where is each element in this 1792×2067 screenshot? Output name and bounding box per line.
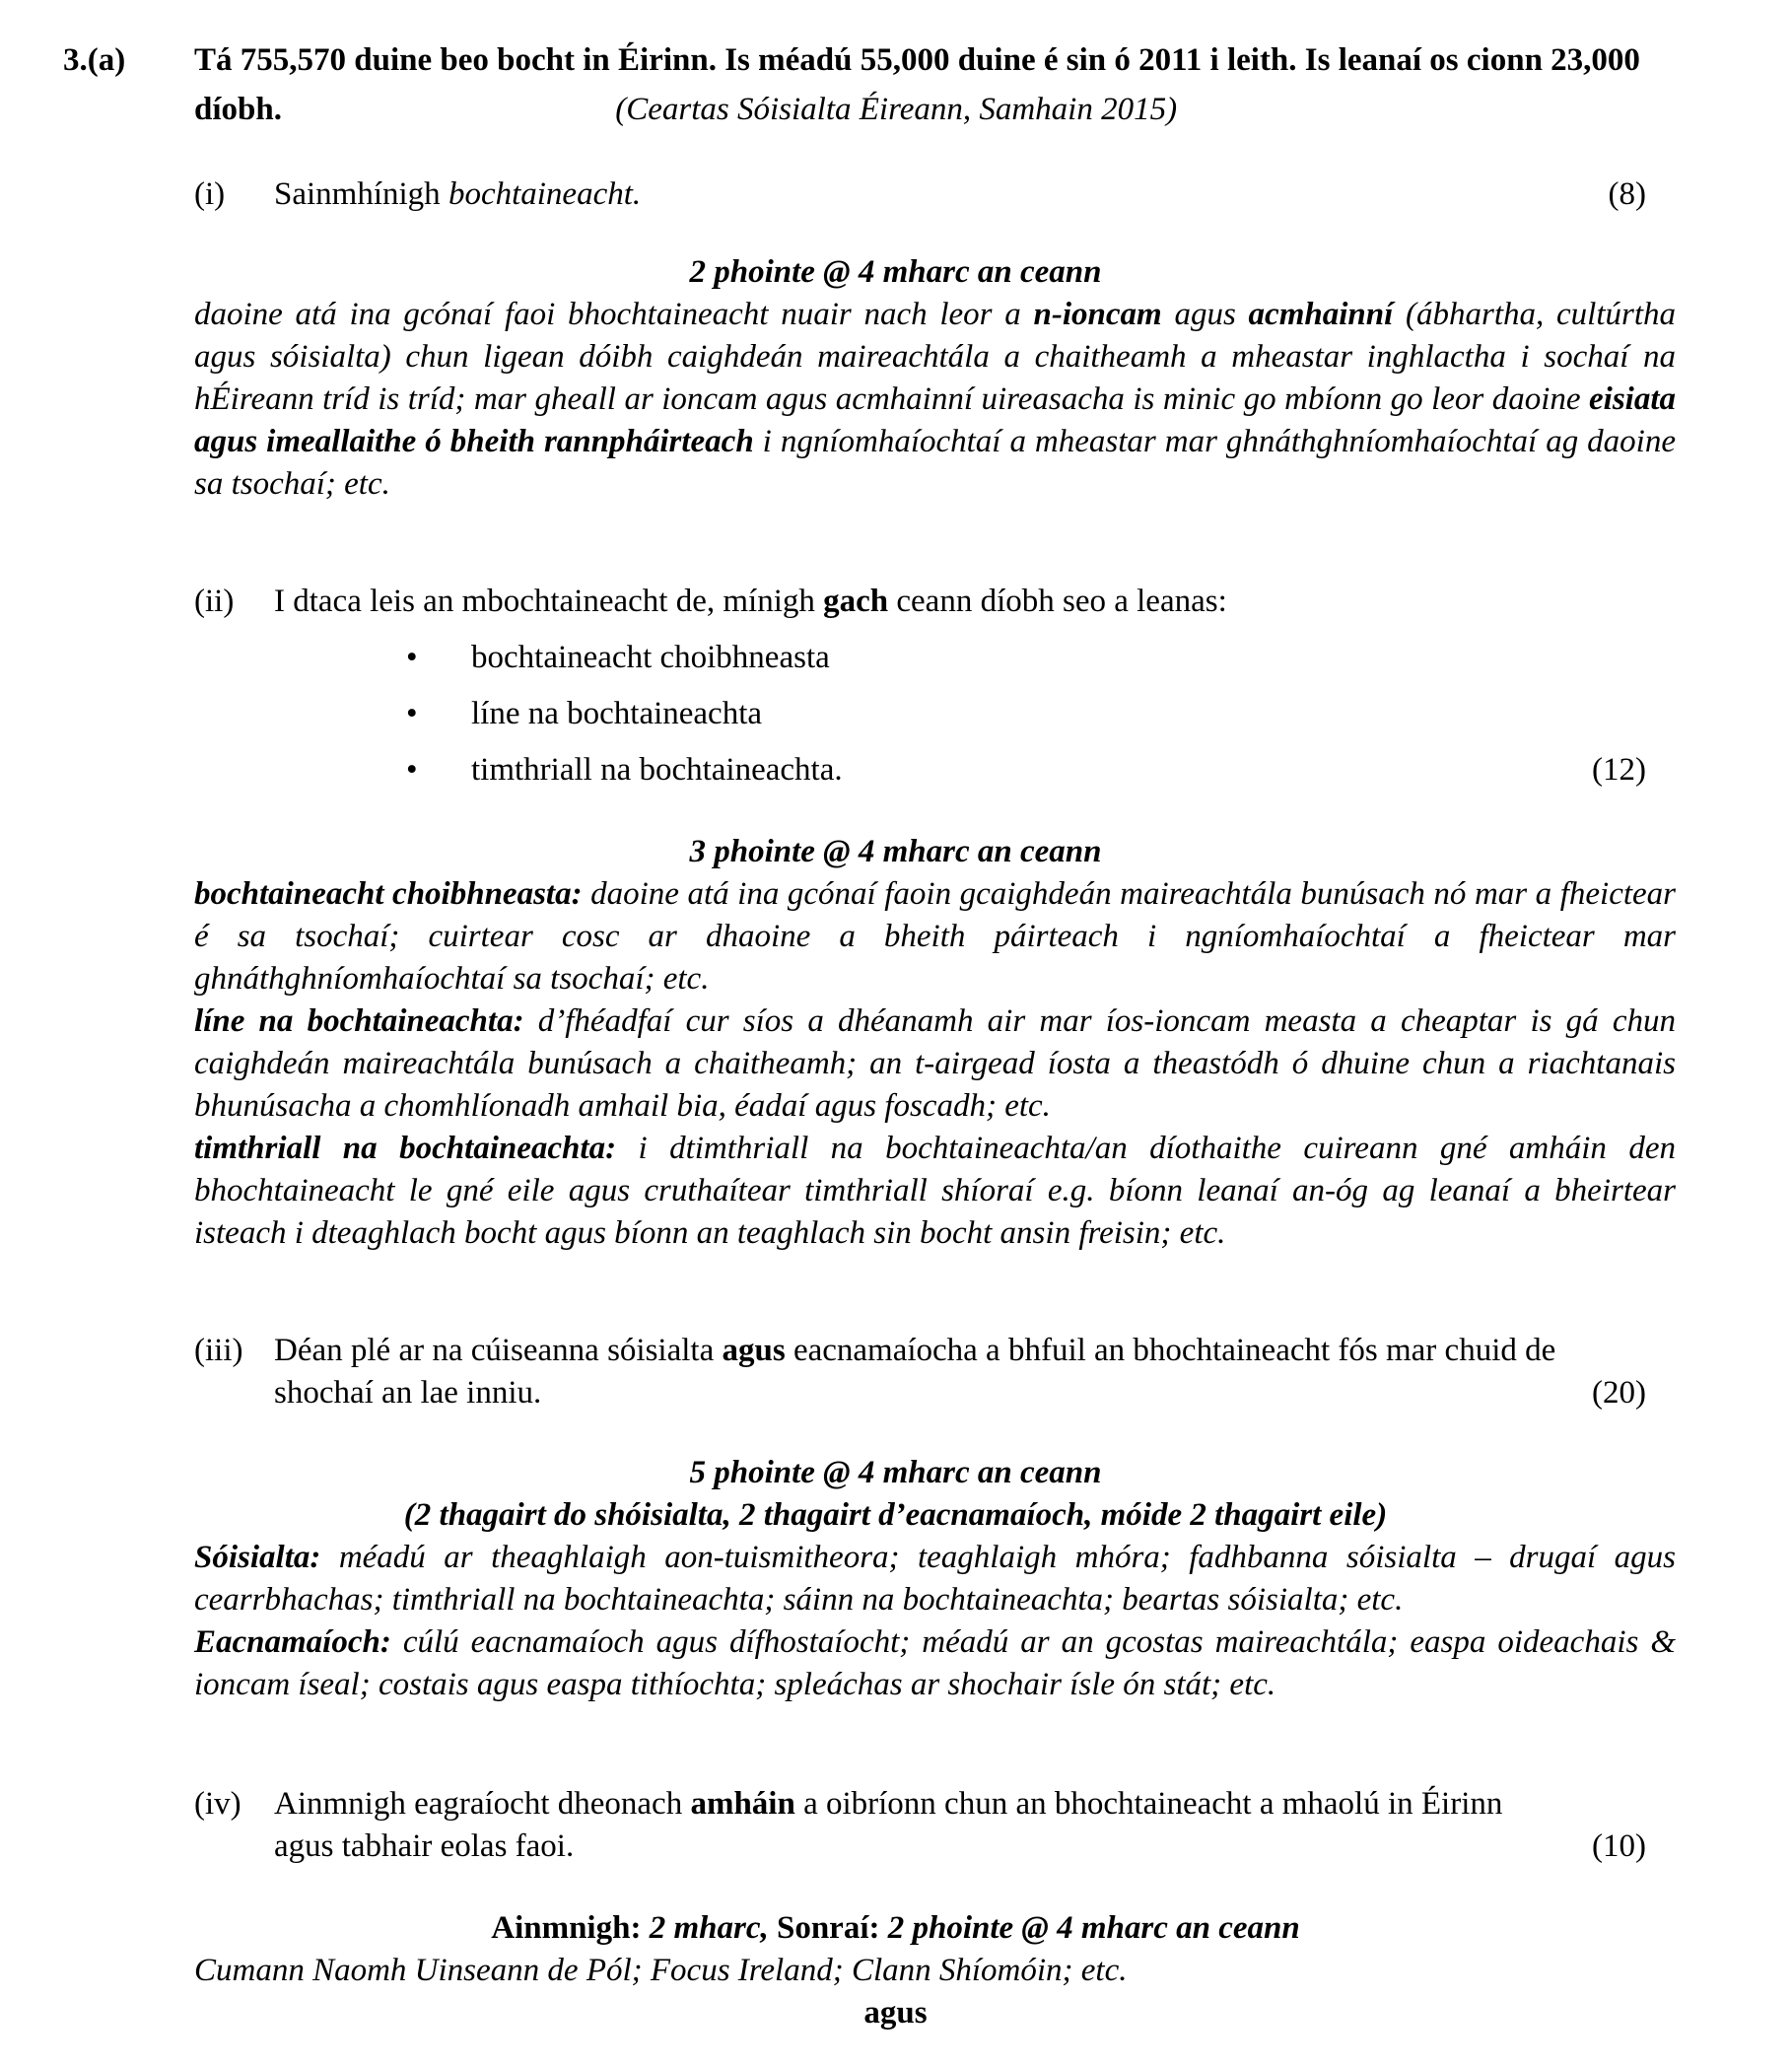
bullet-item <box>194 637 1676 679</box>
bullet-item-text: bochtaineacht choibhneasta <box>471 640 830 675</box>
part-ii-question-text: I dtaca leis an mbochtaineacht de, mínigh gach ceann díobh seo a leanas: <box>274 584 1227 619</box>
question-intro-text: Tá 755,570 duine beo bocht in Éirinn. Is méadú 55,000 duine é sin ó 2011 i leith. Is leanaí os cionn 23,000 díobh. <box>194 42 1640 127</box>
question-intro <box>194 35 1676 134</box>
question-header <box>63 35 1792 134</box>
part-iii-scheme-heading: 5 phointe @ 4 mharc an ceann <box>689 1455 1102 1490</box>
part-ii-scheme-heading: 3 phointe @ 4 mharc an ceann <box>689 834 1102 869</box>
question-number: 3.(a) <box>63 42 126 78</box>
part-i-scheme-answer: daoine atá ina gcónaí faoi bhochtaineacht nuair nach leor a n-ioncam agus acmhainní (ábhartha, cultúrtha agus sóisialta) chun ligean dóibh caighdeán maireachtála a chaitheamh a mheastar inghlactha i sochaí na hÉireann tríd is tríd; mar gheall ar ioncam agus acmhainní uireasacha is minic go mbíonn go leor daoine eisiata agus imeallaithe ó bheith rannpháirteach i ngníomhaíochtaí a mheastar mar ghnáthghníomhaíochtaí ag daoine sa tsochaí; etc. <box>194 297 1676 502</box>
part-ii-bullet-list <box>63 637 1792 792</box>
part-iv-question-row <box>194 1783 1676 1868</box>
part-iii-scheme <box>194 1452 1676 1706</box>
part-i-scheme-heading: 2 phointe @ 4 mharc an ceann <box>689 254 1102 290</box>
part-iii-marks: (20) <box>1592 1375 1646 1411</box>
source-attribution: (Ceartas Sóisialta Éireann, Samhain 2015) <box>615 92 1178 127</box>
bullet-dot-icon: • <box>406 640 418 675</box>
part-iv-question-text: Ainmnigh eagraíocht dheonach amháin a oibríonn chun an bhochtaineacht a mhaolú in Éirinn agus tabhair eolas faoi. <box>274 1786 1503 1864</box>
part-iii-label: (iii) <box>194 1333 243 1368</box>
part-iii-scheme-subheading: (2 thagairt do shóisialta, 2 thagairt d’eacnamaíoch, móide 2 thagairt eile) <box>403 1497 1388 1533</box>
bullet-dot-icon: • <box>406 696 418 731</box>
part-iv-scheme-answer: Cumann Naomh Uinseann de Pól; Focus Ireland; Clann Shíomóin; etc. <box>194 1953 1128 1988</box>
part-iii-scheme-answer: Sóisialta: méadú ar theaghlaigh aon-tuismitheora; teaghlaigh mhóra; fadhbanna sóisialta – drugaí agus cearrbhachas; timthriall na bochtaineachta; sáinn na bochtaineachta; beartas sóisialta; etc. <box>194 1540 1676 1618</box>
part-iii-question-text: Déan plé ar na cúiseanna sóisialta agus eacnamaíocha a bhfuil an bhochtaineacht fós mar chuid de shochaí an lae inniu. <box>274 1333 1556 1411</box>
part-ii-label: (ii) <box>194 584 235 619</box>
part-ii-question-row <box>194 581 1676 623</box>
part-iii-scheme-answer: Eacnamaíoch: cúlú eacnamaíoch agus dífhostaíocht; méadú ar an gcostas maireachtála; easpa oideachais & ioncam íseal; costais agus easpa tithíochta; spleáchas ar shochair ísle ón stát; etc. <box>194 1624 1676 1702</box>
part-ii-scheme <box>194 831 1676 1255</box>
part-iv-label: (iv) <box>194 1786 241 1822</box>
bullet-dot-icon: • <box>406 752 418 788</box>
part-ii-marks: (12) <box>1592 752 1646 788</box>
part-i-question-row <box>194 173 1676 216</box>
part-ii-scheme-answer: líne na bochtaineachta: d’fhéadfaí cur síos a dhéanamh air mar íos-ioncam measta a cheaptar is gá chun caighdeán maireachtála bunúsach a chaitheamh; an t-airgead íosta a theastódh ó dhuine chun a riachtanais bhunúsacha a chomhlíonadh amhail bia, éadaí agus foscadh; etc. <box>194 1003 1676 1124</box>
part-ii-scheme-answer: timthriall na bochtaineachta: i dtimthriall na bochtaineachta/an díothaithe cuireann gné amháin den bhochtaineacht le gné eile agus cruthaítear timthriall shíoraí e.g. bíonn leanaí an-óg ag leanaí a bheirtear isteach i dteaghlach bocht agus bíonn an teaghlach sin bocht ansin freisin; etc. <box>194 1131 1676 1251</box>
part-i-scheme <box>194 251 1676 506</box>
part-iv-scheme-heading: Ainmnigh: 2 mharc, Sonraí: 2 phointe @ 4 mharc an ceann <box>491 1910 1300 1946</box>
part-iii-question-row <box>194 1330 1676 1414</box>
part-i-question-text: Sainmhínigh bochtaineacht. <box>274 176 642 212</box>
bullet-item <box>194 749 1676 792</box>
bullet-item-text: timthriall na bochtaineachta. <box>471 752 843 788</box>
part-i-marks: (8) <box>1608 176 1646 212</box>
part-iv-marks: (10) <box>1592 1828 1646 1864</box>
part-i-label: (i) <box>194 176 226 212</box>
part-ii-scheme-answer: bochtaineacht choibhneasta: daoine atá ina gcónaí faoin gcaighdeán maireachtála bunúsach nó mar a fheictear é sa tsochaí; cuirtear cosc ar dhaoine a bheith páirteach i ngníomhaíochtaí a fheictear mar ghnáthghníomhaíochtaí sa tsochaí; etc. <box>194 876 1676 997</box>
connector-word: agus <box>863 1995 928 2031</box>
bullet-item-text: líne na bochtaineachta <box>471 696 763 731</box>
bullet-item <box>194 693 1676 735</box>
